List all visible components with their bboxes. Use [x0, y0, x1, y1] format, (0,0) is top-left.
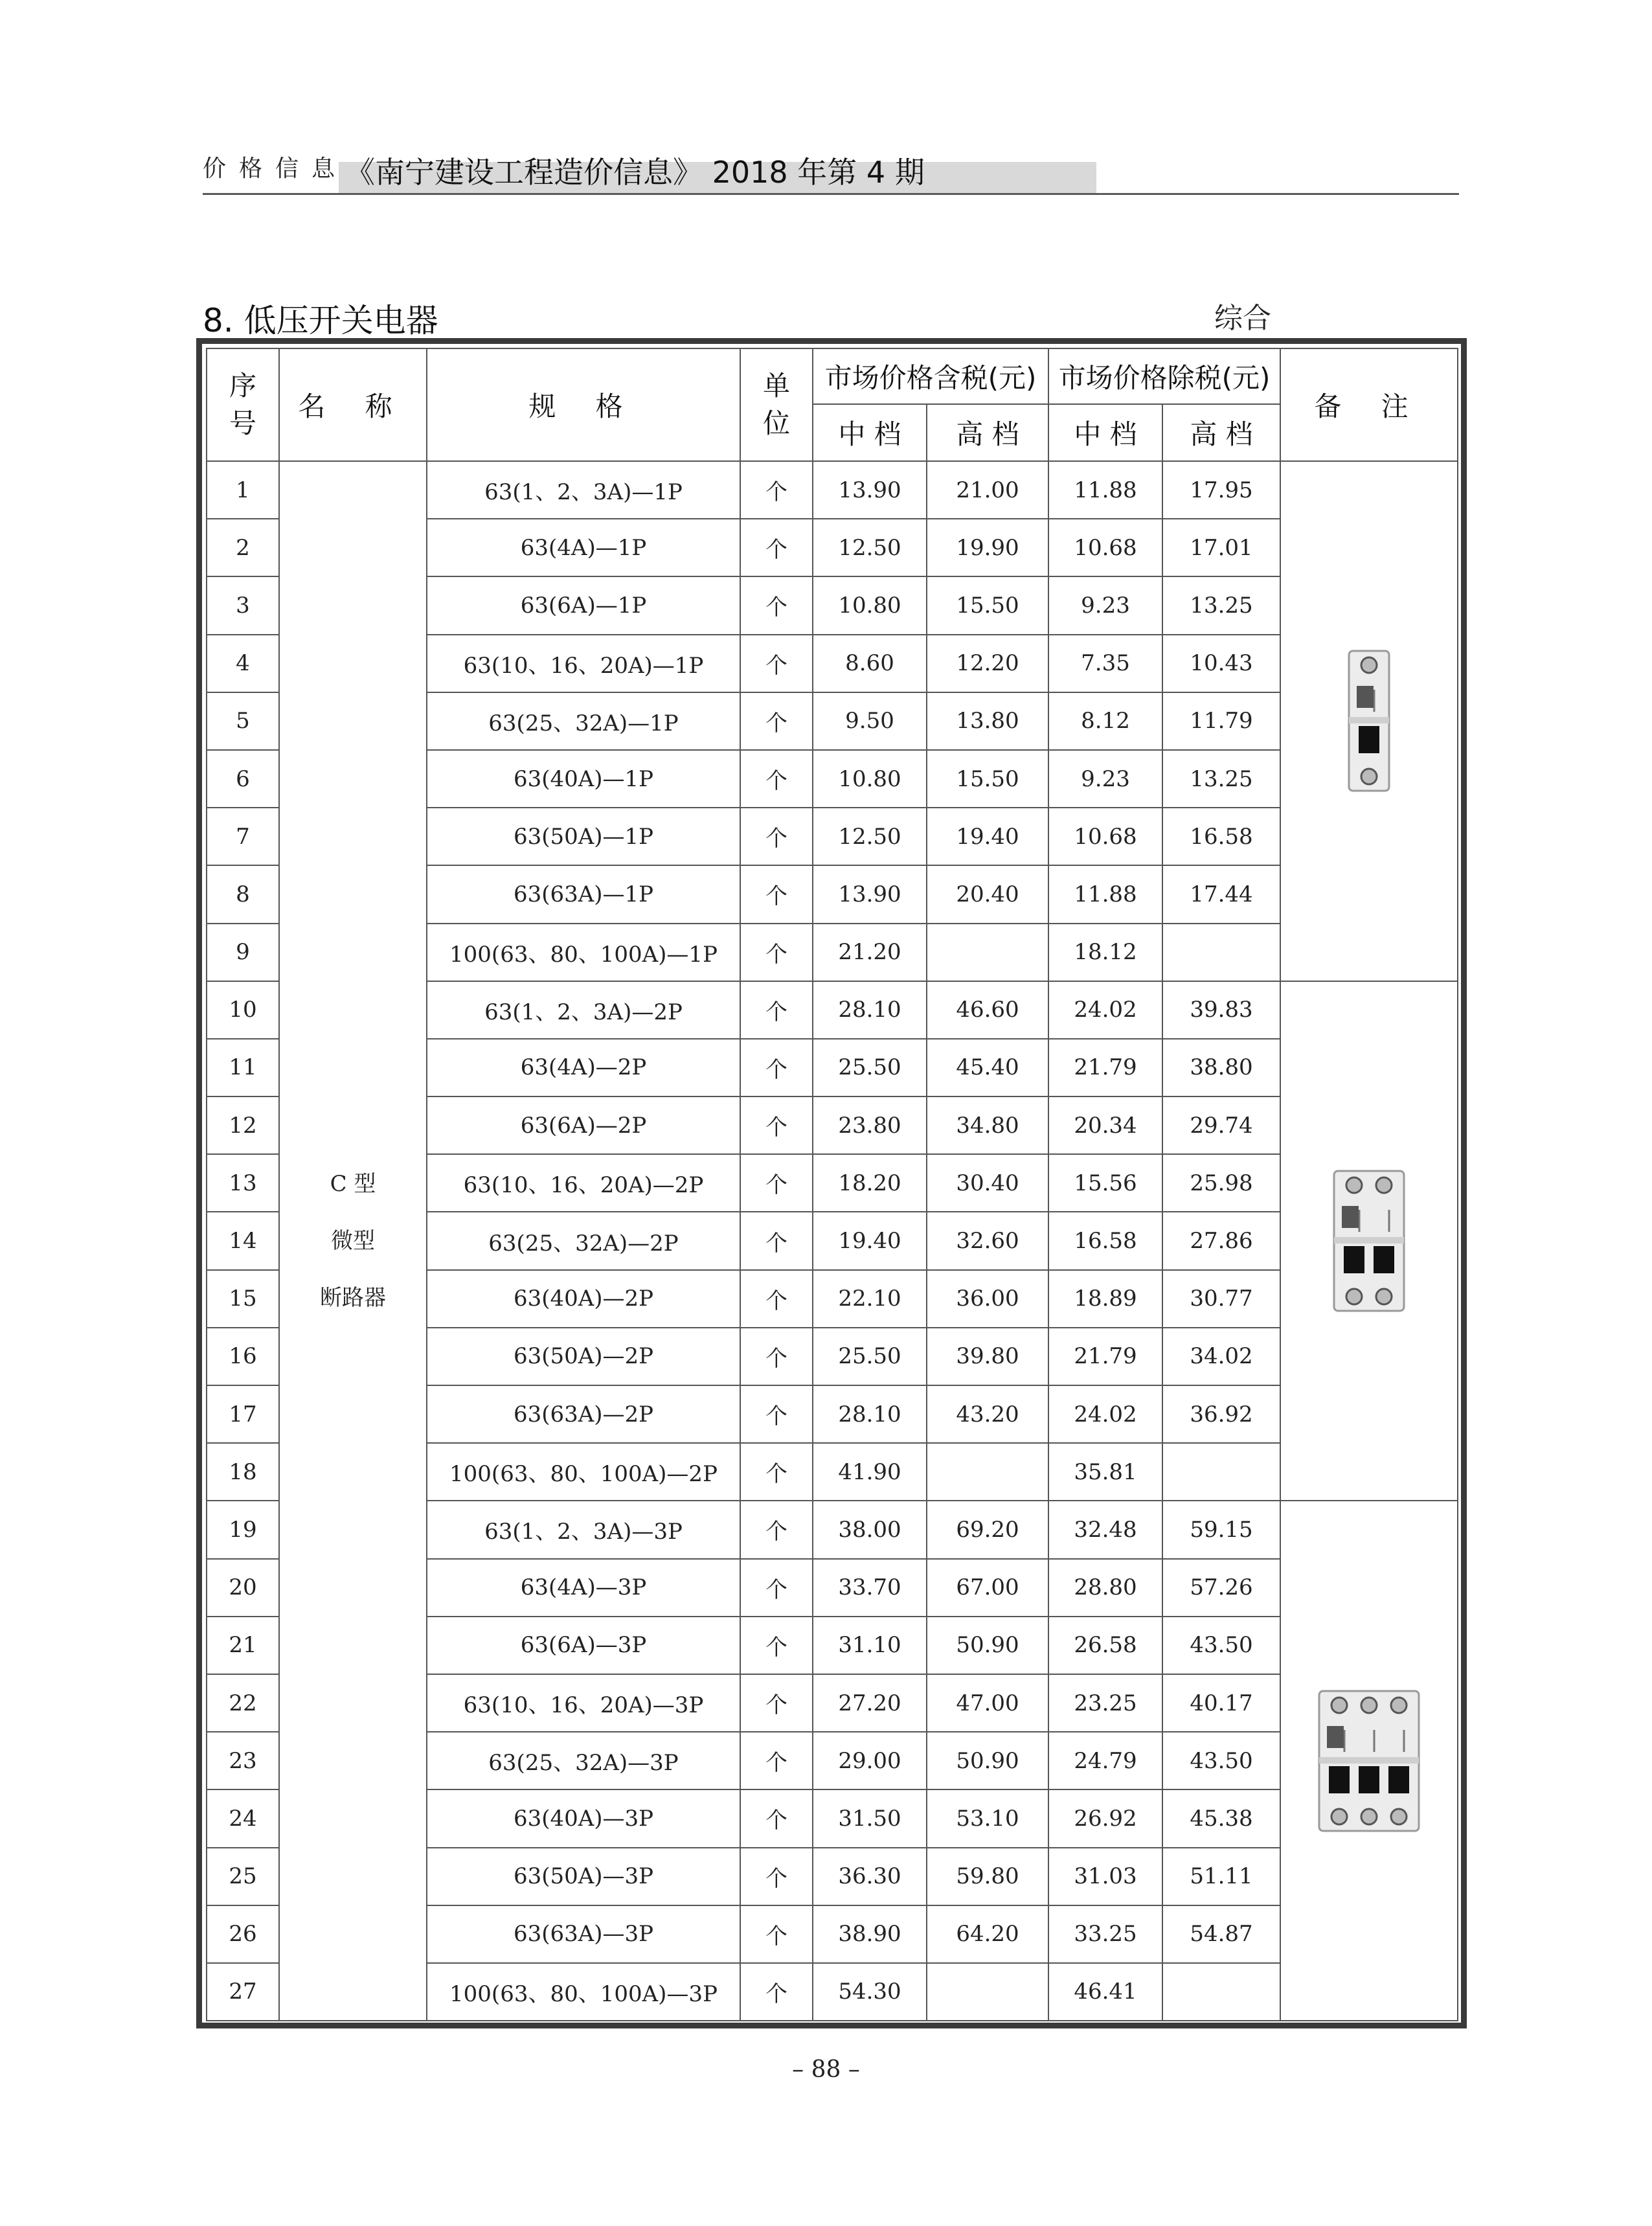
price-tax-mid-cell: 10.80 — [813, 750, 927, 808]
seq-cell: 16 — [207, 1328, 279, 1385]
price-notax-mid-cell: 33.25 — [1048, 1905, 1162, 1963]
spec-cell: 63(63A)—3P — [427, 1905, 740, 1963]
seq-cell: 17 — [207, 1385, 279, 1443]
price-tax-mid-cell: 38.90 — [813, 1905, 927, 1963]
seq-cell: 4 — [207, 635, 279, 692]
seq-cell: 15 — [207, 1270, 279, 1328]
price-tax-high-cell: 34.80 — [927, 1096, 1048, 1154]
seq-cell: 18 — [207, 1443, 279, 1501]
breaker-2p-photo-icon — [1281, 1170, 1457, 1312]
price-tax-high-cell: 19.40 — [927, 808, 1048, 865]
price-tax-mid-cell: 13.90 — [813, 865, 927, 923]
seq-cell: 20 — [207, 1559, 279, 1617]
price-tax-high-cell: 15.50 — [927, 576, 1048, 634]
seq-cell: 23 — [207, 1732, 279, 1789]
spec-cell: 63(40A)—3P — [427, 1789, 740, 1847]
price-notax-high-cell: 43.50 — [1162, 1732, 1280, 1789]
price-tax-mid-cell: 8.60 — [813, 635, 927, 692]
seq-cell: 19 — [207, 1501, 279, 1558]
spec-cell: 63(25、32A)—3P — [427, 1732, 740, 1789]
unit-cell: 个 — [740, 1212, 813, 1269]
price-tax-mid-cell: 33.70 — [813, 1559, 927, 1617]
price-tax-mid-cell: 27.20 — [813, 1674, 927, 1732]
price-notax-mid-cell: 46.41 — [1048, 1963, 1162, 2021]
price-notax-mid-cell: 8.12 — [1048, 692, 1162, 750]
price-notax-high-cell: 54.87 — [1162, 1905, 1280, 1963]
header-tax-high: 高 档 — [927, 404, 1048, 461]
seq-cell: 24 — [207, 1789, 279, 1847]
unit-cell: 个 — [740, 865, 813, 923]
price-notax-high-cell: 38.80 — [1162, 1039, 1280, 1096]
price-tax-mid-cell: 31.10 — [813, 1617, 927, 1674]
unit-cell: 个 — [740, 1385, 813, 1443]
price-tax-mid-cell: 29.00 — [813, 1732, 927, 1789]
price-tax-mid-cell: 12.50 — [813, 808, 927, 865]
price-tax-high-cell: 46.60 — [927, 981, 1048, 1039]
price-notax-high-cell: 57.26 — [1162, 1559, 1280, 1617]
price-notax-mid-cell: 32.48 — [1048, 1501, 1162, 1558]
product-name-cell — [279, 461, 427, 2021]
price-notax-mid-cell: 21.79 — [1048, 1039, 1162, 1096]
unit-cell: 个 — [740, 981, 813, 1039]
price-notax-high-cell — [1162, 1963, 1280, 2021]
seq-cell: 26 — [207, 1905, 279, 1963]
seq-cell: 14 — [207, 1212, 279, 1269]
price-tax-mid-cell: 41.90 — [813, 1443, 927, 1501]
price-notax-mid-cell: 16.58 — [1048, 1212, 1162, 1269]
seq-cell: 7 — [207, 808, 279, 865]
price-notax-mid-cell: 11.88 — [1048, 461, 1162, 519]
page-header — [203, 146, 1459, 195]
price-notax-high-cell: 51.11 — [1162, 1848, 1280, 1905]
seq-cell: 5 — [207, 692, 279, 750]
header-seq: 序 号 — [207, 348, 279, 461]
price-tax-mid-cell: 25.50 — [813, 1039, 927, 1096]
price-tax-high-cell: 19.90 — [927, 519, 1048, 576]
table-row — [207, 461, 1458, 519]
price-tax-high-cell: 13.80 — [927, 692, 1048, 750]
price-notax-mid-cell: 20.34 — [1048, 1096, 1162, 1154]
seq-cell: 21 — [207, 1617, 279, 1674]
header-notax-mid: 中 档 — [1048, 404, 1162, 461]
spec-cell: 63(6A)—1P — [427, 576, 740, 634]
unit-cell: 个 — [740, 519, 813, 576]
spec-cell: 100(63、80、100A)—2P — [427, 1443, 740, 1501]
price-notax-mid-cell: 15.56 — [1048, 1154, 1162, 1212]
price-notax-high-cell: 59.15 — [1162, 1501, 1280, 1558]
price-tax-high-cell: 50.90 — [927, 1617, 1048, 1674]
spec-cell: 63(1、2、3A)—2P — [427, 981, 740, 1039]
spec-cell: 63(4A)—1P — [427, 519, 740, 576]
price-tax-mid-cell: 36.30 — [813, 1848, 927, 1905]
unit-cell: 个 — [740, 1154, 813, 1212]
price-tax-mid-cell: 18.20 — [813, 1154, 927, 1212]
price-tax-mid-cell: 22.10 — [813, 1270, 927, 1328]
price-tax-high-cell: 53.10 — [927, 1789, 1048, 1847]
price-tax-high-cell: 64.20 — [927, 1905, 1048, 1963]
spec-cell: 63(4A)—2P — [427, 1039, 740, 1096]
price-tax-mid-cell: 9.50 — [813, 692, 927, 750]
unit-cell: 个 — [740, 635, 813, 692]
spec-cell: 63(63A)—2P — [427, 1385, 740, 1443]
price-notax-mid-cell: 10.68 — [1048, 519, 1162, 576]
product-name-line: 微型 — [331, 1228, 375, 1255]
price-tax-mid-cell: 28.10 — [813, 1385, 927, 1443]
price-tax-mid-cell: 28.10 — [813, 981, 927, 1039]
spec-cell: 63(50A)—1P — [427, 808, 740, 865]
unit-cell: 个 — [740, 1270, 813, 1328]
spec-cell: 63(25、32A)—2P — [427, 1212, 740, 1269]
price-notax-high-cell: 30.77 — [1162, 1270, 1280, 1328]
unit-cell: 个 — [740, 1963, 813, 2021]
price-notax-mid-cell: 24.02 — [1048, 1385, 1162, 1443]
spec-cell: 63(10、16、20A)—3P — [427, 1674, 740, 1732]
price-tax-high-cell: 59.80 — [927, 1848, 1048, 1905]
seq-cell: 1 — [207, 461, 279, 519]
remark-image-cell — [1280, 1501, 1458, 2021]
spec-cell: 63(63A)—1P — [427, 865, 740, 923]
price-tax-high-cell: 69.20 — [927, 1501, 1048, 1558]
price-tax-high-cell: 32.60 — [927, 1212, 1048, 1269]
price-tax-high-cell: 43.20 — [927, 1385, 1048, 1443]
price-notax-high-cell: 16.58 — [1162, 808, 1280, 865]
spec-cell: 100(63、80、100A)—1P — [427, 924, 740, 981]
unit-cell: 个 — [740, 1789, 813, 1847]
price-notax-high-cell: 34.02 — [1162, 1328, 1280, 1385]
price-tax-mid-cell: 19.40 — [813, 1212, 927, 1269]
price-tax-high-cell: 50.90 — [927, 1732, 1048, 1789]
price-notax-mid-cell: 26.58 — [1048, 1617, 1162, 1674]
header-price-notax: 市场价格除税(元) — [1048, 348, 1280, 404]
unit-cell: 个 — [740, 1096, 813, 1154]
price-notax-high-cell — [1162, 924, 1280, 981]
unit-cell: 个 — [740, 1732, 813, 1789]
price-tax-mid-cell: 54.30 — [813, 1963, 927, 2021]
price-tax-mid-cell: 25.50 — [813, 1328, 927, 1385]
price-notax-mid-cell: 21.79 — [1048, 1328, 1162, 1385]
spec-cell: 63(40A)—2P — [427, 1270, 740, 1328]
spec-cell: 63(10、16、20A)—1P — [427, 635, 740, 692]
seq-cell: 6 — [207, 750, 279, 808]
seq-cell: 25 — [207, 1848, 279, 1905]
header-unit: 单 位 — [740, 348, 813, 461]
unit-cell: 个 — [740, 692, 813, 750]
price-notax-high-cell: 13.25 — [1162, 576, 1280, 634]
header-spec: 规 格 — [427, 348, 740, 461]
unit-cell: 个 — [740, 1674, 813, 1732]
unit-cell: 个 — [740, 576, 813, 634]
price-notax-mid-cell: 18.89 — [1048, 1270, 1162, 1328]
price-tax-mid-cell: 21.20 — [813, 924, 927, 981]
unit-cell: 个 — [740, 1848, 813, 1905]
price-notax-high-cell: 39.83 — [1162, 981, 1280, 1039]
price-notax-mid-cell: 23.25 — [1048, 1674, 1162, 1732]
product-name-line: C 型 — [330, 1171, 376, 1198]
header-section-label: 价格信息 — [203, 155, 348, 182]
header-price-tax: 市场价格含税(元) — [813, 348, 1048, 404]
section-title: 8. 低压开关电器 — [203, 302, 438, 339]
spec-cell: 63(1、2、3A)—3P — [427, 1501, 740, 1558]
unit-cell: 个 — [740, 808, 813, 865]
unit-cell: 个 — [740, 461, 813, 519]
unit-cell: 个 — [740, 1617, 813, 1674]
price-tax-high-cell — [927, 1443, 1048, 1501]
remark-image-cell — [1280, 461, 1458, 981]
spec-cell: 63(40A)—1P — [427, 750, 740, 808]
header-name: 名 称 — [279, 348, 427, 461]
seq-cell: 8 — [207, 865, 279, 923]
spec-cell: 63(10、16、20A)—2P — [427, 1154, 740, 1212]
price-tax-high-cell: 12.20 — [927, 635, 1048, 692]
spec-cell: 63(25、32A)—1P — [427, 692, 740, 750]
price-notax-mid-cell: 7.35 — [1048, 635, 1162, 692]
price-tax-high-cell: 45.40 — [927, 1039, 1048, 1096]
price-notax-high-cell: 11.79 — [1162, 692, 1280, 750]
price-tax-high-cell — [927, 1963, 1048, 2021]
remark-image-cell — [1280, 981, 1458, 1501]
seq-cell: 27 — [207, 1963, 279, 2021]
unit-cell: 个 — [740, 750, 813, 808]
price-notax-high-cell: 17.95 — [1162, 461, 1280, 519]
price-notax-high-cell — [1162, 1443, 1280, 1501]
price-tax-mid-cell: 38.00 — [813, 1501, 927, 1558]
unit-cell: 个 — [740, 1559, 813, 1617]
spec-cell: 63(50A)—3P — [427, 1848, 740, 1905]
seq-cell: 12 — [207, 1096, 279, 1154]
price-table — [206, 348, 1458, 2021]
price-tax-high-cell: 20.40 — [927, 865, 1048, 923]
unit-cell: 个 — [740, 1905, 813, 1963]
header-publication-title: 《南宁建设工程造价信息》 2018 年第 4 期 — [345, 155, 925, 190]
price-notax-mid-cell: 9.23 — [1048, 576, 1162, 634]
price-tax-mid-cell: 31.50 — [813, 1789, 927, 1847]
price-tax-high-cell: 30.40 — [927, 1154, 1048, 1212]
product-name-line: 断路器 — [320, 1285, 386, 1312]
spec-cell: 63(50A)—2P — [427, 1328, 740, 1385]
price-tax-mid-cell: 13.90 — [813, 461, 927, 519]
unit-cell: 个 — [740, 1501, 813, 1558]
unit-cell: 个 — [740, 1443, 813, 1501]
price-tax-high-cell: 15.50 — [927, 750, 1048, 808]
price-notax-high-cell: 17.44 — [1162, 865, 1280, 923]
price-tax-mid-cell: 23.80 — [813, 1096, 927, 1154]
spec-cell: 100(63、80、100A)—3P — [427, 1963, 740, 2021]
spec-cell: 63(1、2、3A)—1P — [427, 461, 740, 519]
breaker-1p-photo-icon — [1281, 650, 1457, 792]
price-notax-mid-cell: 24.79 — [1048, 1732, 1162, 1789]
price-notax-high-cell: 45.38 — [1162, 1789, 1280, 1847]
price-tax-high-cell — [927, 924, 1048, 981]
price-tax-high-cell: 36.00 — [927, 1270, 1048, 1328]
price-notax-high-cell: 27.86 — [1162, 1212, 1280, 1269]
seq-cell: 2 — [207, 519, 279, 576]
price-notax-mid-cell: 28.80 — [1048, 1559, 1162, 1617]
header-notax-high: 高 档 — [1162, 404, 1280, 461]
price-tax-high-cell: 47.00 — [927, 1674, 1048, 1732]
price-notax-high-cell: 10.43 — [1162, 635, 1280, 692]
price-notax-mid-cell: 11.88 — [1048, 865, 1162, 923]
price-notax-high-cell: 43.50 — [1162, 1617, 1280, 1674]
breaker-3p-photo-icon — [1281, 1690, 1457, 1832]
seq-cell: 13 — [207, 1154, 279, 1212]
seq-cell: 3 — [207, 576, 279, 634]
price-notax-mid-cell: 9.23 — [1048, 750, 1162, 808]
price-notax-mid-cell: 26.92 — [1048, 1789, 1162, 1847]
price-notax-high-cell: 36.92 — [1162, 1385, 1280, 1443]
page-number: – 88 – — [792, 2056, 860, 2083]
price-notax-mid-cell: 35.81 — [1048, 1443, 1162, 1501]
price-notax-mid-cell: 10.68 — [1048, 808, 1162, 865]
price-notax-high-cell: 25.98 — [1162, 1154, 1280, 1212]
seq-cell: 22 — [207, 1674, 279, 1732]
spec-cell: 63(6A)—2P — [427, 1096, 740, 1154]
price-notax-high-cell: 40.17 — [1162, 1674, 1280, 1732]
seq-cell: 10 — [207, 981, 279, 1039]
header-tax-mid: 中 档 — [813, 404, 927, 461]
price-notax-mid-cell: 24.02 — [1048, 981, 1162, 1039]
header-remark: 备 注 — [1280, 348, 1458, 461]
price-notax-mid-cell: 31.03 — [1048, 1848, 1162, 1905]
price-notax-high-cell: 13.25 — [1162, 750, 1280, 808]
table-body — [207, 461, 1458, 2021]
price-tax-mid-cell: 12.50 — [813, 519, 927, 576]
unit-cell: 个 — [740, 1039, 813, 1096]
spec-cell: 63(4A)—3P — [427, 1559, 740, 1617]
section-note: 综合 — [1214, 302, 1271, 335]
seq-cell: 11 — [207, 1039, 279, 1096]
seq-cell: 9 — [207, 924, 279, 981]
price-tax-high-cell: 21.00 — [927, 461, 1048, 519]
price-notax-high-cell: 17.01 — [1162, 519, 1280, 576]
price-notax-high-cell: 29.74 — [1162, 1096, 1280, 1154]
spec-cell: 63(6A)—3P — [427, 1617, 740, 1674]
unit-cell: 个 — [740, 1328, 813, 1385]
price-tax-mid-cell: 10.80 — [813, 576, 927, 634]
unit-cell: 个 — [740, 924, 813, 981]
price-tax-high-cell: 39.80 — [927, 1328, 1048, 1385]
price-notax-mid-cell: 18.12 — [1048, 924, 1162, 981]
price-tax-high-cell: 67.00 — [927, 1559, 1048, 1617]
